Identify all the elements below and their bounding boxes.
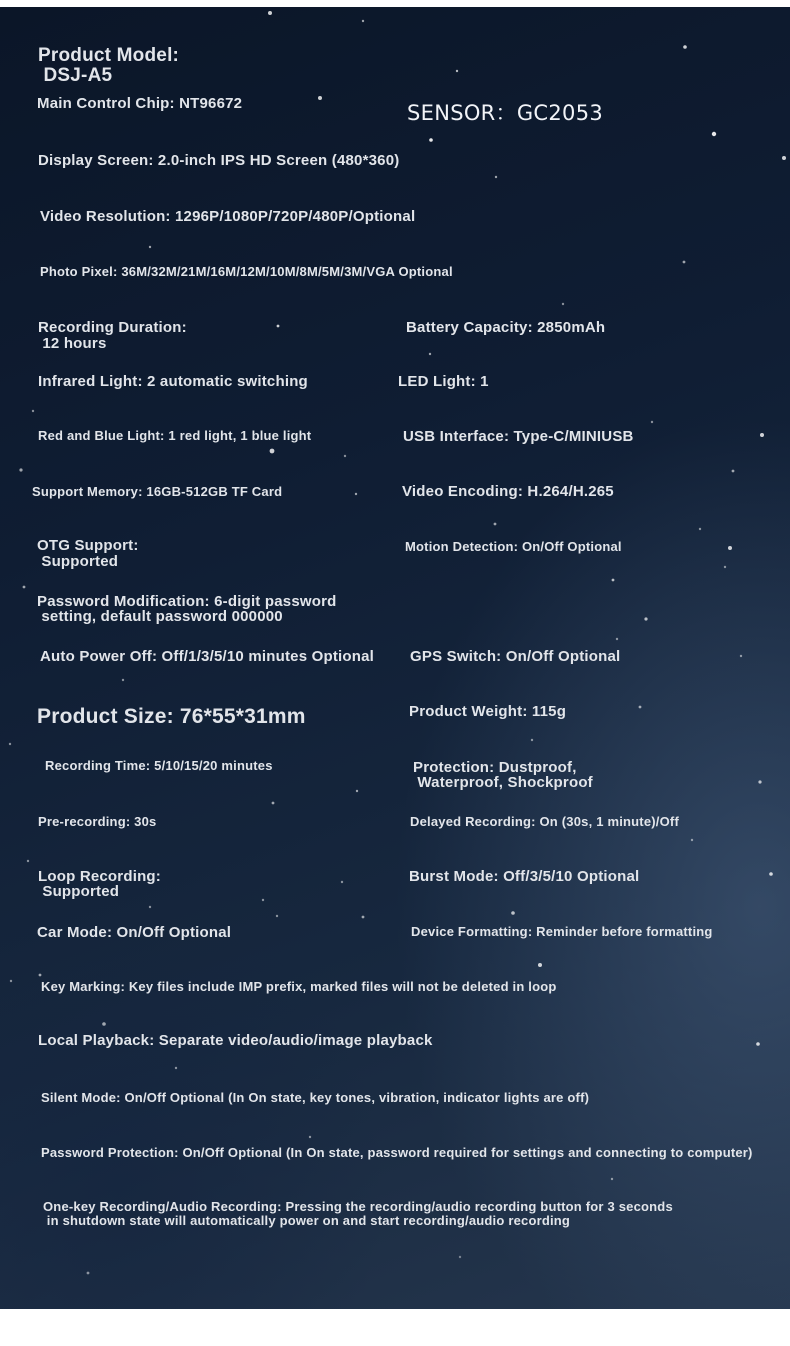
- gps-switch: GPS Switch: On/Off Optional: [410, 648, 621, 665]
- key-marking: Key Marking: Key files include IMP prefix, marked files will not be deleted in loop: [41, 979, 557, 994]
- usb-interface: USB Interface: Type-C/MINIUSB: [403, 428, 634, 445]
- loop-recording: Loop Recording: Supported: [38, 868, 161, 900]
- recording-time: Recording Time: 5/10/15/20 minutes: [45, 758, 273, 773]
- password-modification: Password Modification: 6-digit password setting, default password 000000: [37, 593, 337, 625]
- silent-mode: Silent Mode: On/Off Optional (In On state, key tones, vibration, indicator lights are off): [41, 1090, 590, 1105]
- sensor-model: SENSOR：GC2053: [407, 101, 604, 125]
- otg-support: OTG Support: Supported: [37, 537, 139, 570]
- car-mode: Car Mode: On/Off Optional: [37, 924, 232, 941]
- product-weight: Product Weight: 115g: [409, 703, 567, 720]
- led-light: LED Light: 1: [398, 373, 489, 390]
- display-screen: Display Screen: 2.0-inch IPS HD Screen (480*360): [38, 152, 400, 169]
- video-encoding: Video Encoding: H.264/H.265: [402, 483, 614, 500]
- one-key-recording: One-key Recording/Audio Recording: Pressing the recording/audio recording button for 3 seconds in shutdown state will automatically power on and start recording/audio recording: [43, 1199, 673, 1228]
- pre-recording: Pre-recording: 30s: [38, 814, 157, 829]
- local-playback: Local Playback: Separate video/audio/image playback: [38, 1032, 433, 1049]
- delayed-recording: Delayed Recording: On (30s, 1 minute)/Off: [410, 814, 679, 829]
- product-size: Product Size: 76*55*31mm: [37, 705, 306, 728]
- main-control-chip: Main Control Chip: NT96672: [37, 95, 243, 112]
- burst-mode: Burst Mode: Off/3/5/10 Optional: [409, 868, 640, 885]
- auto-power-off: Auto Power Off: Off/1/3/5/10 minutes Optional: [40, 648, 375, 665]
- spec-sheet-panel: [0, 7, 790, 1309]
- support-memory: Support Memory: 16GB-512GB TF Card: [32, 484, 283, 499]
- protection: Protection: Dustproof, Waterproof, Shockproof: [413, 759, 593, 791]
- recording-duration: Recording Duration: 12 hours: [38, 319, 187, 352]
- photo-pixel: Photo Pixel: 36M/32M/21M/16M/12M/10M/8M/5M/3M/VGA Optional: [40, 264, 453, 279]
- video-resolution: Video Resolution: 1296P/1080P/720P/480P/Optional: [40, 208, 416, 225]
- password-protection: Password Protection: On/Off Optional (In On state, password required for settings and connecting to computer): [41, 1145, 753, 1160]
- infrared-light: Infrared Light: 2 automatic switching: [38, 373, 308, 390]
- battery-capacity: Battery Capacity: 2850mAh: [406, 319, 606, 336]
- product-model: Product Model: DSJ-A5: [38, 45, 180, 86]
- red-blue-light: Red and Blue Light: 1 red light, 1 blue light: [38, 428, 312, 443]
- motion-detection: Motion Detection: On/Off Optional: [405, 539, 622, 554]
- device-formatting: Device Formatting: Reminder before formatting: [411, 924, 713, 939]
